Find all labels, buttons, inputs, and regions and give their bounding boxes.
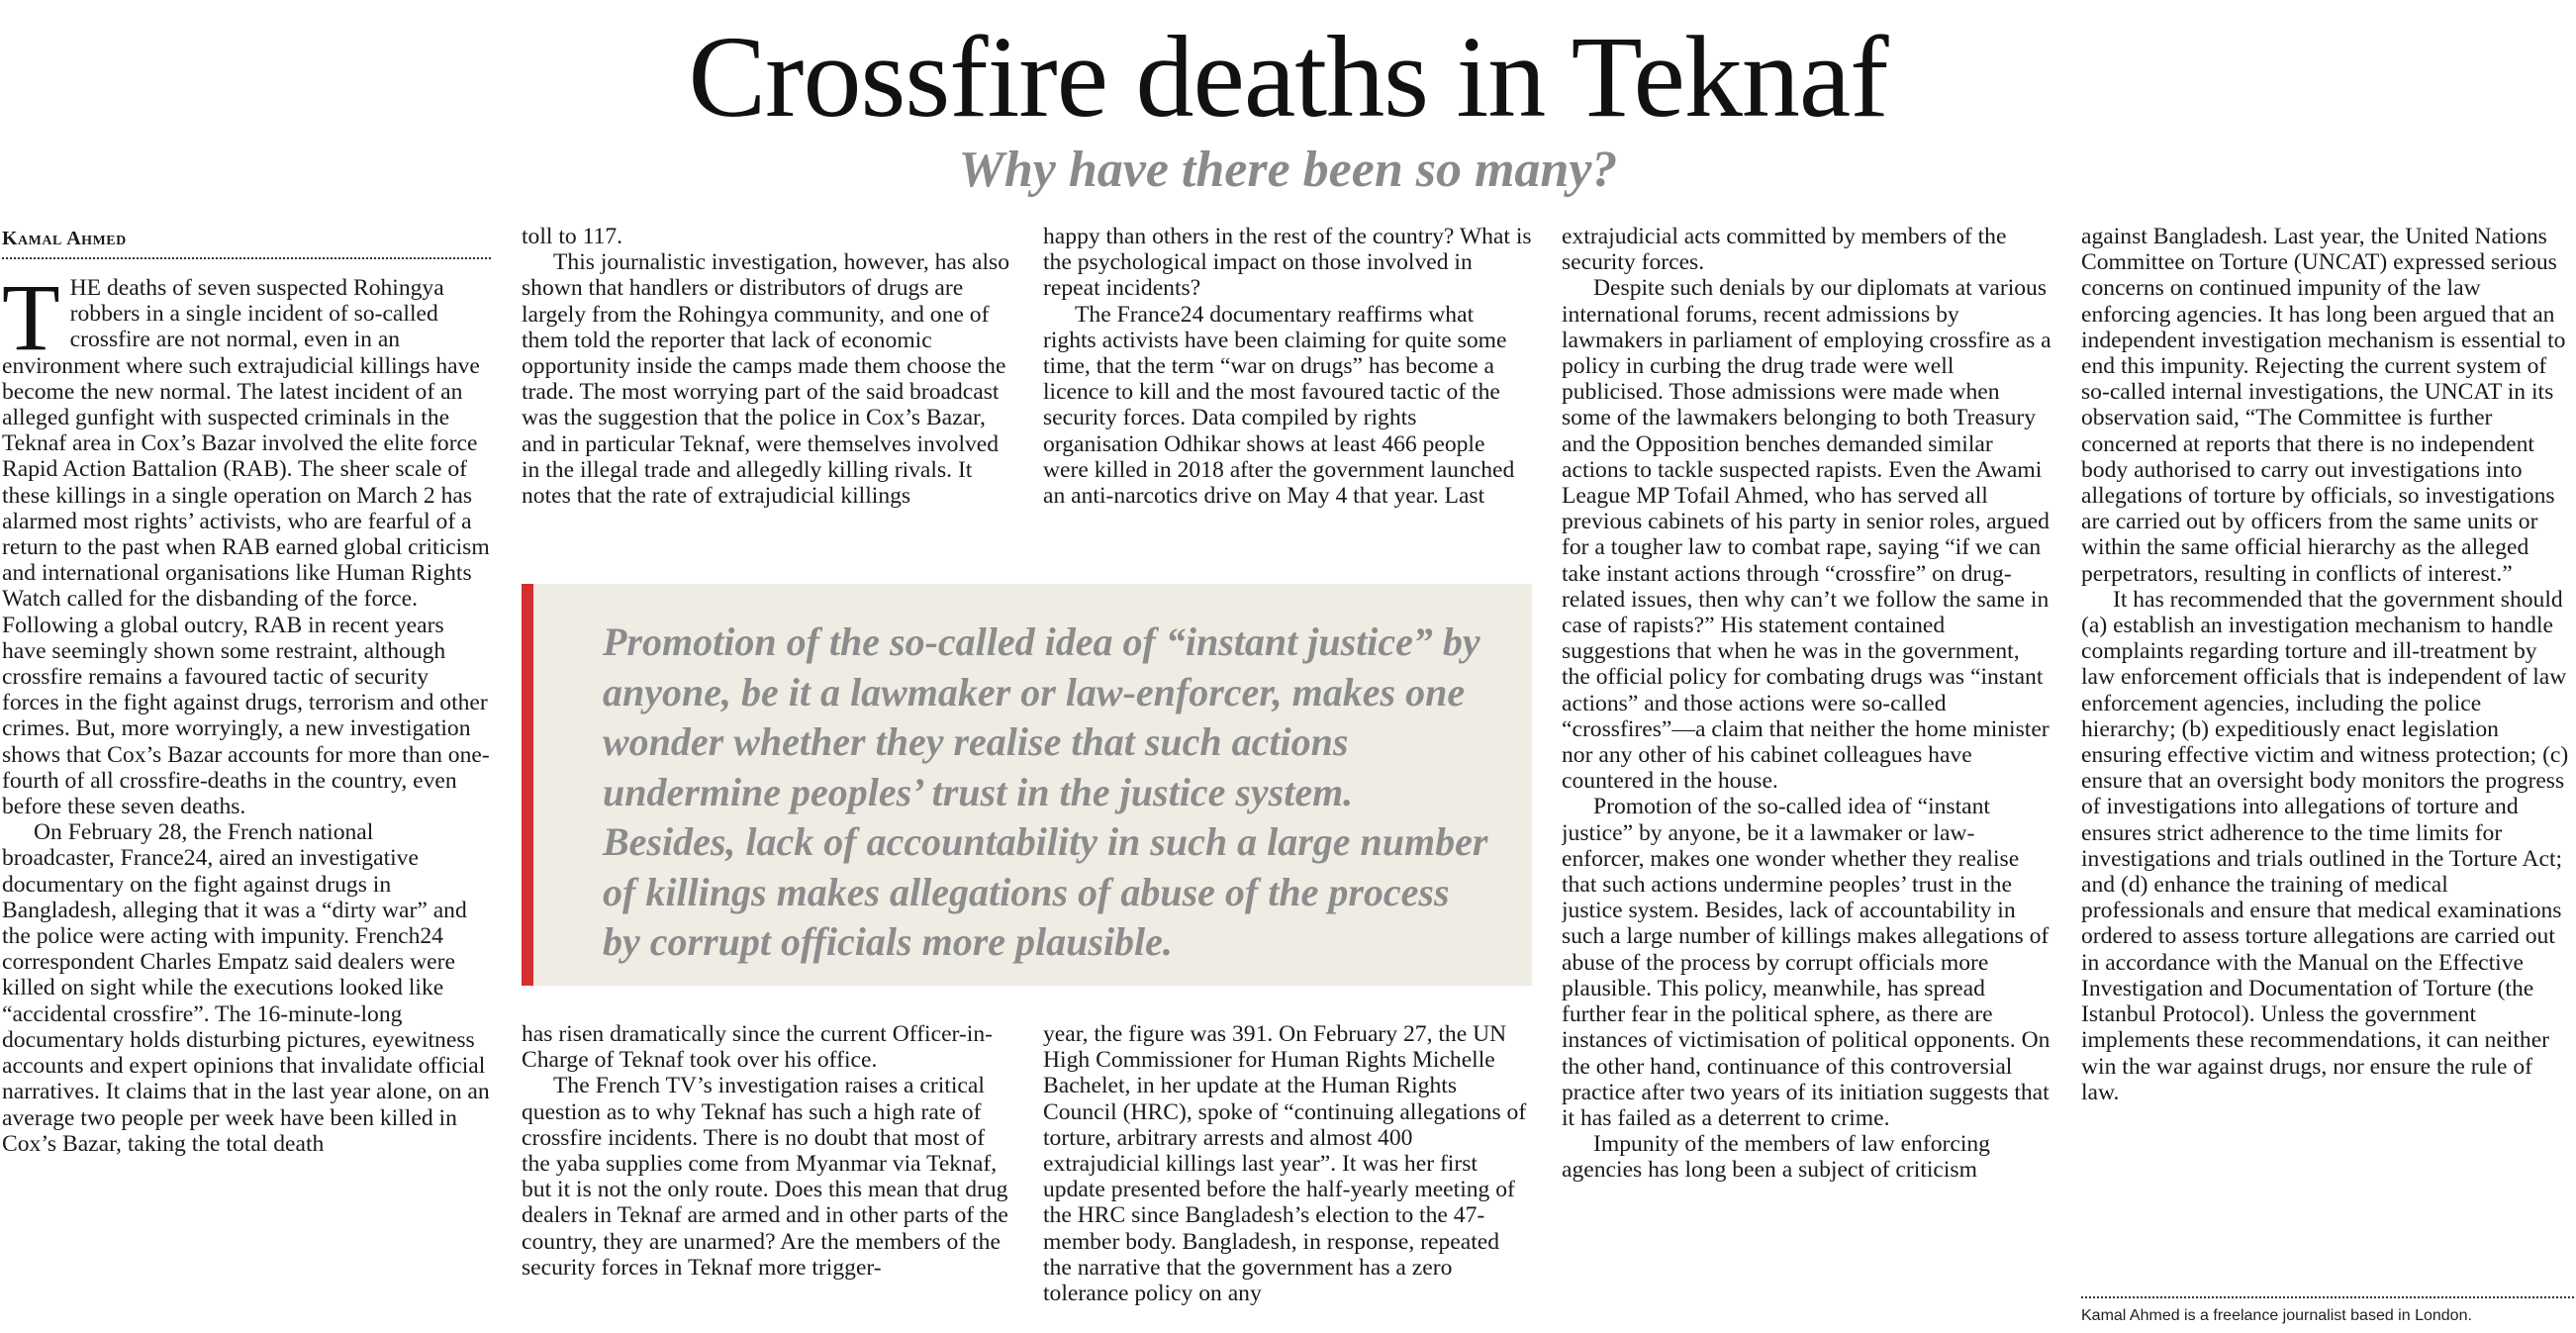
byline: Kamal Ahmed (2, 226, 491, 259)
article-column-2-top (522, 224, 1016, 553)
article-column-3-top (1043, 224, 1532, 553)
article-column-3-bottom (1043, 1021, 1532, 1333)
headline: Crossfire deaths in Teknaf (688, 12, 1888, 142)
article-column-4 (1562, 224, 2052, 1333)
paragraph-text: HE deaths of seven suspected Rohingya robbers in a single incident of so-called crossfire are not normal, even in an environment where such extrajudicial killings have become the new normal. The latest incident of an alleged gunfight with suspected criminals in the Teknaf area in Cox’s Bazar involved the elite force Rapid Action Battalion (RAB). The sheer scale of these killings in a single operation on March 2 has alarmed most rights’ activists, who are fearful of a return to the past when RAB earned global criticism and international organisations like Human Rights Watch called for the disbanding of the force. Following a global outcry, RAB in recent years have seemingly shown some restraint, although crossfire remains a favoured tactic of security forces in the fight against drugs, terrorism and other crimes. But, more worryingly, a new investigation shows that Cox’s Bazar accounts for more than one-fourth of all crossfire-deaths in the country, even before these seven deaths. (2, 275, 490, 820)
paragraph: The French TV’s investigation raises a critical question as to why Teknaf has such a high rate of crossfire incidents. There is no doubt that most of the yaba supplies come from Myanmar via Teknaf, but it is not the only route. Does this mean that drug dealers in Teknaf are armed and in other parts of the country, they are unarmed? Are the members of the security forces in Teknaf more trigger- (522, 1073, 1008, 1281)
author-bio: Kamal Ahmed is a freelance journalist based in London. (2081, 1296, 2574, 1326)
paragraph (2, 275, 491, 819)
paragraph: It has recommended that the government should (a) establish an investigation mechanism to handle complaints regarding torture and ill-treatment by law enforcement officials that is independent of law enforcement agencies, including the police hierarchy; (b) expeditiously enact legislation ensuring effective victim and witness protection; (c) ensure that an oversight body monitors the progress of investigations into allegations of torture and ensures strict adherence to the time limits for investigations and trials outlined in the Torture Act; and (d) enhance the training of medical professionals and ensure that medical examinations ordered to assess torture allegations are carried out in accordance with the Manual on the Effective Investigation and Documentation of Torture (the Istanbul Protocol). Unless the government implements these recommendations, it can neither win the war against drugs, nor ensure the rule of law. (2081, 586, 2569, 1105)
article-column-1 (2, 275, 491, 1333)
article-column-2-bottom (522, 1021, 1016, 1333)
paragraph: year, the figure was 391. On February 27, the UN High Commissioner for Human Rights Michelle Bachelet, in her update at the Human Rights Council (HRC), spoke of “continuing allegations of torture, arbitrary arrests and almost 400 extrajudicial killings last year”. It was her first update presented before the half-yearly meeting of the HRC since Bangladesh’s election to the 47-member body. Bangladesh, in response, repeated the narrative that the government has a zero tolerance policy on any (1043, 1021, 1527, 1307)
paragraph: Despite such denials by our diplomats at various international forums, recent admissions by lawmakers in parliament of employing crossfire as a policy in curbing the drug trade were well publicised. Those admissions were made when some of the lawmakers belonging to both Treasury and the Opposition benches demanded similar actions to tackle suspected rapists. Even the Awami League MP Tofail Ahmed, who has served all previous cabinets of his party in senior roles, argued for a tougher law to combat rape, saying “if we can take instant actions through “crossfire” on drug-related issues, then why can’t we follow the same in case of rapists?” His statement contained suggestions that when he was in the government, the official policy for combating drugs was “instant actions” and those actions were so-called “crossfires”—a claim that neither the home minister nor any other of his cabinet colleagues have countered in the house. (1562, 275, 2051, 795)
paragraph: extrajudicial acts committed by members of the security forces. (1562, 224, 2007, 276)
article-column-5 (2081, 224, 2574, 1283)
paragraph: happy than others in the rest of the country? What is the psychological impact on those involved in repeat incidents? (1043, 224, 1532, 302)
paragraph: against Bangladesh. Last year, the United Nations Committee on Torture (UNCAT) expressed serious concerns on continued impunity of the law enforcing agencies. It has long been argued that an independent investigation mechanism is essential to end this impunity. Rejecting the current system of so-called internal investigations, the UNCAT in its observation said, “The Committee is further concerned at reports that there is no independent body authorised to carry out investigations into allegations of torture by officials, so investigations are carried out by officers from the same units or within the same official hierarchy as the alleged perpetrators, resulting in conflicts of interest.” (2081, 224, 2566, 587)
paragraph: Promotion of the so-called idea of “instant justice” by anyone, be it a lawmaker or law-enforcer, makes one wonder whether they realise that such actions undermine peoples’ trust in the justice system. Besides, lack of accountability in such a large number of killings makes allegations of abuse of the process by corrupt officials more plausible. This policy, meanwhile, has spread further fear in the political sphere, as there are instances of victimisation of political opponents. On the other hand, continuance of this controversial practice after two years of its initiation suggests that it has failed as a deterrent to crime. (1562, 794, 2051, 1131)
paragraph: toll to 117. (522, 224, 623, 249)
paragraph: has risen dramatically since the current Officer-in-Charge of Teknaf took over his office. (522, 1021, 993, 1074)
subheadline: Why have there been so many? (958, 142, 1618, 198)
paragraph: Impunity of the members of law enforcing agencies has long been a subject of criticism (1562, 1131, 1990, 1184)
paragraph: On February 28, the French national broadcaster, France24, aired an investigative documentary on the fight against drugs in Bangladesh, alleging that it was a “dirty war” and the police were acting with impunity. French24 correspondent Charles Empatz said dealers were killed on sight while the executions looked like “accidental crossfire”. The 16-minute-long documentary holds disturbing pictures, eyewitness accounts and expert opinions that invalidate official narratives. It claims that in the last year alone, on an average two people per week have been killed in Cox’s Bazar, taking the total death (2, 819, 490, 1157)
paragraph: This journalistic investigation, however, has also shown that handlers or distributors of drugs are largely from the Rohingya community, and one of them told the reporter that lack of economic opportunity inside the camps made them choose the trade. The most worrying part of the said broadcast was the suggestion that the police in Cox’s Bazar, and in particular Teknaf, were themselves involved in the illegal trade and allegedly killing rivals. It notes that the rate of extrajudicial killings (522, 249, 1010, 510)
paragraph: The France24 documentary reaffirms what rights activists have been claiming for quite some time, that the term “war on drugs” has become a licence to kill and the most favoured tactic of the security forces. Data compiled by rights organisation Odhikar shows at least 466 people were killed in 2018 after the government launched an anti-narcotics drive on May 4 that year. Last (1043, 301, 1515, 510)
pull-quote-text: Promotion of the so-called idea of “instant justice” by anyone, be it a lawmaker or law-enforcer, makes one wonder whether they realise that such actions undermine peoples’ trust in the justice system. Besides, lack of accountability in such a large number of killings makes allegations of abuse of the process by corrupt officials more plausible. (603, 619, 1488, 964)
drop-cap: T (2, 275, 60, 370)
pull-quote (522, 584, 1532, 986)
